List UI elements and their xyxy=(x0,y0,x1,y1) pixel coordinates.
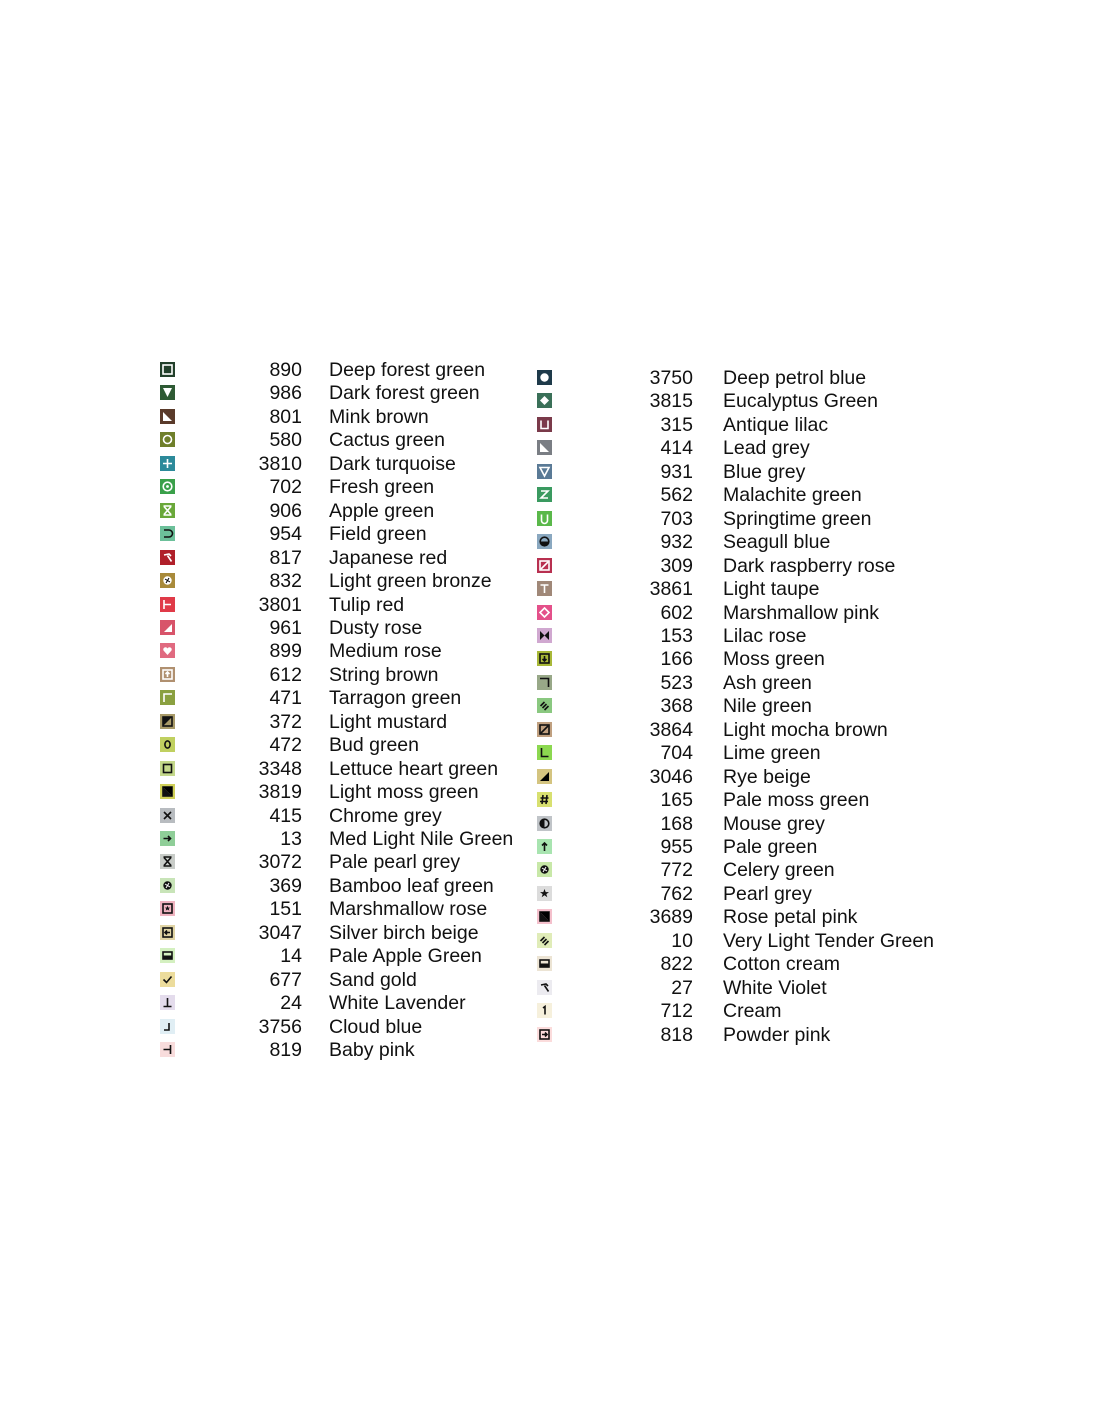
swirl-icon xyxy=(537,862,552,877)
thread-code: 10 xyxy=(671,929,693,952)
thread-name: Celery green xyxy=(723,859,835,882)
z-icon xyxy=(537,487,552,502)
thread-code: 24 xyxy=(280,992,302,1015)
thread-name: Lilac rose xyxy=(723,624,807,647)
thread-code: 772 xyxy=(660,859,693,882)
thread-name: Pale green xyxy=(723,836,818,858)
l-icon xyxy=(537,745,552,760)
thread-code: 932 xyxy=(660,531,693,554)
thread-name: Rose petal pink xyxy=(723,906,858,929)
thread-code: 523 xyxy=(660,671,693,694)
thread-name: Light moss green xyxy=(329,781,479,804)
thread-name: Lettuce heart green xyxy=(329,757,499,780)
thread-name: String brown xyxy=(329,663,439,686)
hash-icon xyxy=(537,792,552,807)
thread-code: 3750 xyxy=(649,367,693,389)
thread-code: 580 xyxy=(269,429,302,452)
thread-code: 818 xyxy=(660,1023,693,1046)
legend-row xyxy=(0,742,1100,768)
thread-code: 702 xyxy=(269,476,302,499)
thread-code: 3861 xyxy=(649,578,693,601)
thread-code: 3072 xyxy=(258,851,302,874)
thread-name: Eucalyptus Green xyxy=(723,390,879,413)
thread-name: Malachite green xyxy=(723,484,862,507)
thread-code: 309 xyxy=(660,554,693,577)
legend-row xyxy=(0,695,1100,721)
thread-code: 832 xyxy=(269,570,302,593)
thread-name: Bud green xyxy=(329,734,419,757)
stripes-icon xyxy=(537,933,552,948)
pickaxe-icon xyxy=(537,980,552,995)
thread-code: 153 xyxy=(660,624,693,647)
bowtie-icon xyxy=(537,628,552,643)
thread-code: 602 xyxy=(660,601,693,624)
legend-row xyxy=(0,648,1100,674)
thread-name: Powder pink xyxy=(723,1023,831,1046)
thread-code: 14 xyxy=(280,945,302,968)
thread-code: 13 xyxy=(280,828,302,850)
thread-name: Light taupe xyxy=(723,578,820,601)
legend-row xyxy=(0,578,1100,604)
thread-name: Springtime green xyxy=(723,507,872,530)
u-icon xyxy=(537,511,552,526)
half-circle-v-icon xyxy=(537,816,552,831)
thread-name: Silver birch beige xyxy=(329,921,479,944)
thread-name: Light green bronze xyxy=(329,570,492,593)
thread-code: 414 xyxy=(660,437,693,460)
thread-code: 3819 xyxy=(258,781,302,804)
thread-name: Nile green xyxy=(723,695,812,718)
legend-row xyxy=(0,953,1100,979)
thread-name: Blue grey xyxy=(723,460,806,483)
thread-code: 3046 xyxy=(649,765,693,788)
legend-row xyxy=(0,367,1100,393)
thread-name: Sand gold xyxy=(329,968,417,991)
legend-row xyxy=(0,390,1100,416)
thread-code: 817 xyxy=(269,546,302,569)
thread-code: 704 xyxy=(660,742,693,765)
thread-code: 3047 xyxy=(258,921,302,944)
thread-code: 712 xyxy=(660,1000,693,1023)
legend-row xyxy=(0,1000,1100,1026)
slash-box-icon xyxy=(537,558,552,573)
thread-code: 415 xyxy=(269,804,302,827)
arrow-right-box-icon xyxy=(537,1027,552,1042)
thread-name: Light mustard xyxy=(329,710,448,733)
thread-name: White Violet xyxy=(723,976,827,999)
thread-code: 168 xyxy=(660,812,693,835)
thread-name: Mouse grey xyxy=(723,812,825,835)
thread-code: 822 xyxy=(660,953,693,976)
black-triangle-icon xyxy=(537,769,552,784)
thread-name: Mink brown xyxy=(329,405,429,428)
thread-code: 931 xyxy=(660,460,693,483)
thread-name: Deep forest green xyxy=(329,359,486,381)
thread-name: Seagull blue xyxy=(723,531,831,554)
thread-code: 151 xyxy=(269,898,302,921)
thread-name: Dusty rose xyxy=(329,616,423,639)
thread-name: Ash green xyxy=(723,671,812,694)
black-diagonal-icon xyxy=(537,909,552,924)
thread-name: Antique lilac xyxy=(723,413,829,436)
thread-name: Tarragon green xyxy=(329,687,462,710)
thread-name: Marshmallow rose xyxy=(329,898,488,921)
thread-name: Lead grey xyxy=(723,437,810,460)
thread-code: 677 xyxy=(269,968,302,991)
thread-code: 890 xyxy=(269,359,302,381)
thread-name: Med Light Nile Green xyxy=(329,828,514,850)
thread-name: Medium rose xyxy=(329,640,442,663)
thread-code: 819 xyxy=(269,1039,302,1062)
thread-code: 369 xyxy=(269,874,302,897)
thread-name: Pale pearl grey xyxy=(329,851,461,874)
slash-box-icon xyxy=(537,722,552,737)
thread-code: 166 xyxy=(660,648,693,671)
thread-code: 899 xyxy=(269,640,302,663)
cup-icon xyxy=(537,417,552,432)
thread-name: Deep petrol blue xyxy=(723,367,867,389)
thread-code: 986 xyxy=(269,382,302,405)
thread-code: 3689 xyxy=(649,906,693,929)
thread-name: Very Light Tender Green xyxy=(723,929,935,952)
thread-code: 906 xyxy=(269,499,302,522)
thread-name: Apple green xyxy=(329,499,435,522)
thread-name: Pale Apple Green xyxy=(329,945,482,968)
thread-name: Baby pink xyxy=(329,1039,415,1062)
legend-row xyxy=(0,789,1100,815)
thread-name: Light mocha brown xyxy=(723,718,888,741)
thread-name: Japanese red xyxy=(329,546,448,569)
t-icon xyxy=(537,581,552,596)
thread-name: Cotton cream xyxy=(723,953,841,976)
thread-name: Rye beige xyxy=(723,765,811,788)
bar-icon xyxy=(537,956,552,971)
thread-name: Lime green xyxy=(723,742,821,765)
half-circle-icon xyxy=(537,534,552,549)
thread-code: 27 xyxy=(671,976,693,999)
diagonal-triangle-icon xyxy=(537,440,552,455)
thread-name: Pearl grey xyxy=(723,882,812,905)
thread-code: 3756 xyxy=(258,1015,302,1038)
thread-code: 3801 xyxy=(258,593,302,616)
legend-row xyxy=(0,859,1100,885)
thread-name: Field green xyxy=(329,523,427,546)
corner-tr-icon xyxy=(537,675,552,690)
stripes-icon xyxy=(537,698,552,713)
legend-row xyxy=(0,484,1100,510)
down-arrow-box-icon xyxy=(537,651,552,666)
thread-code: 3348 xyxy=(258,757,302,780)
thread-code: 562 xyxy=(660,484,693,507)
thread-name: Cactus green xyxy=(329,429,445,452)
thread-name: Dark raspberry rose xyxy=(723,554,896,577)
thread-name: White Lavender xyxy=(329,992,466,1015)
thread-code: 472 xyxy=(269,734,302,757)
diamond-outline-icon xyxy=(537,605,552,620)
thread-name: Dark turquoise xyxy=(329,452,456,475)
thread-code: 612 xyxy=(269,663,302,686)
star-icon xyxy=(537,886,552,901)
thread-code: 961 xyxy=(269,616,302,639)
thread-name: Tulip red xyxy=(329,593,405,616)
legend-row xyxy=(0,836,1100,862)
thread-code: 315 xyxy=(660,413,693,436)
thread-code: 703 xyxy=(660,507,693,530)
thread-code: 3815 xyxy=(649,390,693,413)
thread-name: Cream xyxy=(723,1000,782,1023)
legend-row xyxy=(0,531,1100,557)
thread-code: 372 xyxy=(269,710,302,733)
thread-name: Pale moss green xyxy=(723,789,870,812)
legend-row xyxy=(0,437,1100,463)
thread-code: 954 xyxy=(269,523,302,546)
thread-name: Bamboo leaf green xyxy=(329,874,494,897)
thread-code: 801 xyxy=(269,405,302,428)
thread-code: 471 xyxy=(269,687,302,710)
thread-name: Marshmallow pink xyxy=(723,601,880,624)
thread-code: 165 xyxy=(660,789,693,812)
thread-code: 955 xyxy=(660,836,693,858)
legend-row xyxy=(0,906,1100,932)
circle-fill-icon xyxy=(537,370,552,385)
thread-code: 3810 xyxy=(258,452,302,475)
diamond-icon xyxy=(537,393,552,408)
thread-code: 3864 xyxy=(649,718,693,741)
arrow-up-icon xyxy=(537,839,552,854)
thread-name: Dark forest green xyxy=(329,382,480,405)
thread-name: Fresh green xyxy=(329,476,435,499)
thread-name: Chrome grey xyxy=(329,804,442,827)
one-icon xyxy=(537,1003,552,1018)
triangle-down-outline-icon xyxy=(537,464,552,479)
thread-name: Cloud blue xyxy=(329,1015,423,1038)
thread-code: 762 xyxy=(660,882,693,905)
thread-name: Moss green xyxy=(723,648,825,671)
thread-code: 368 xyxy=(660,695,693,718)
